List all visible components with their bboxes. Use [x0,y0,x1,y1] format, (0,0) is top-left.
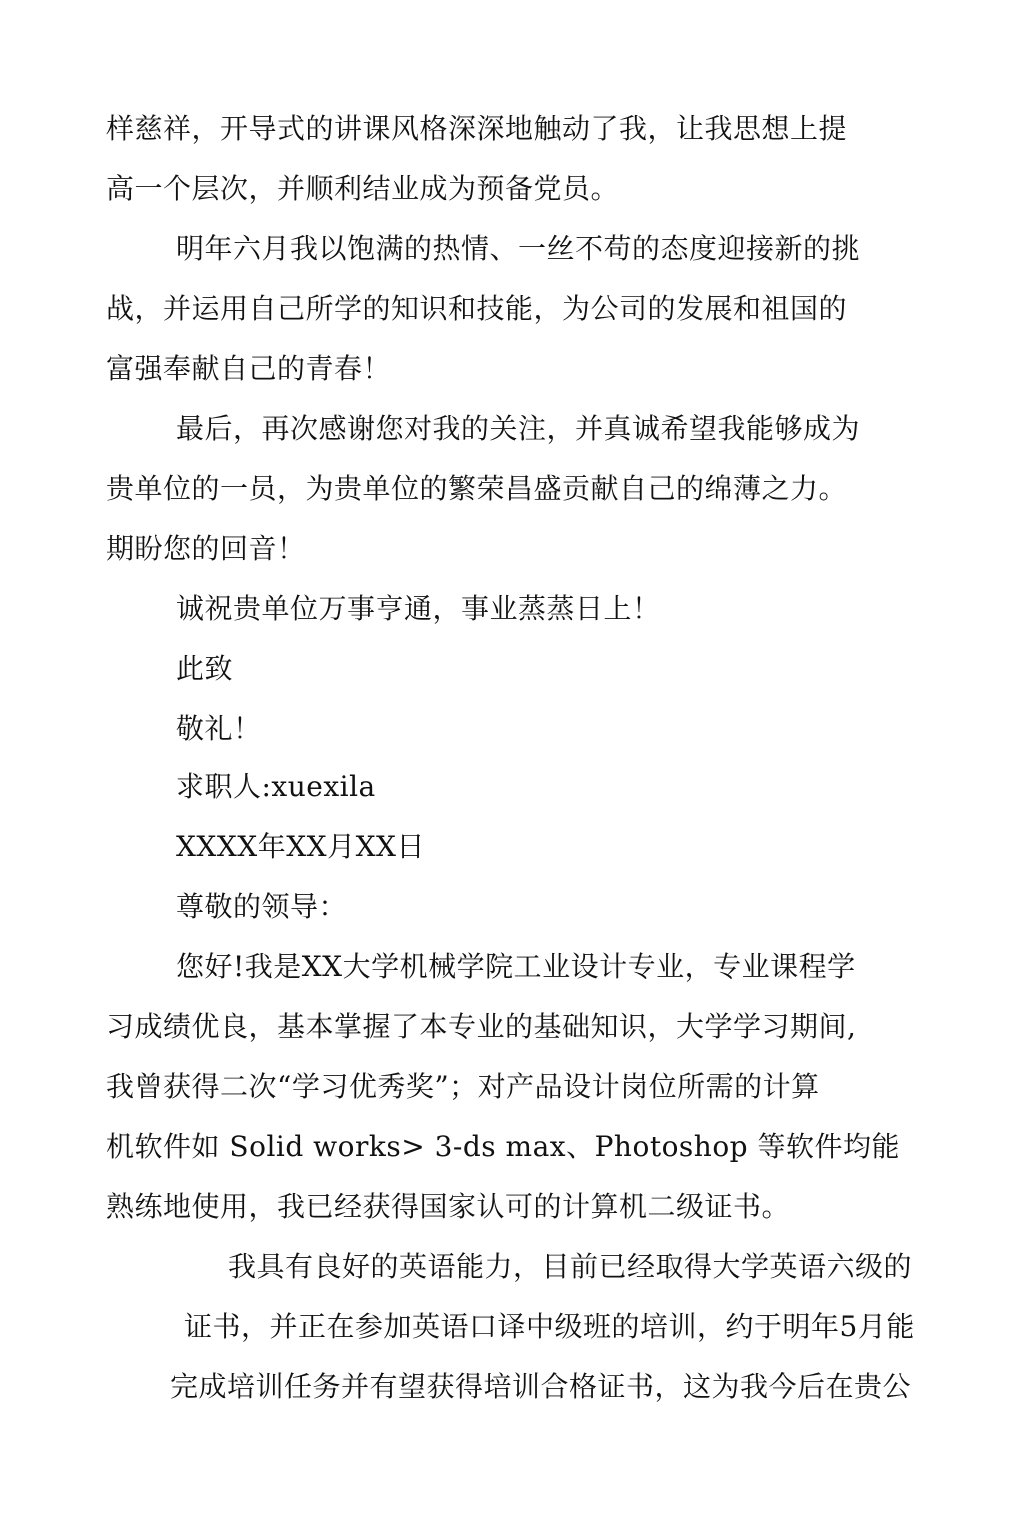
text-line-4: 战，并运用自己所学的知识和技能，为公司的发展和祖国的 [106,292,848,325]
text-line-18: 机软件如 Solid works> 3-ds max、Photoshop 等软件均能 [106,1130,901,1163]
text-line-3: 明年六月我以饱满的热情、一丝不苟的态度迎接新的挑 [176,232,861,265]
text-line-22: 完成培训任务并有望获得培训合格证书，这为我今后在贵公 [170,1370,912,1403]
text-line-12: 求职人:xuexila [176,770,376,803]
text-line-16: 习成绩优良，基本掌握了本专业的基础知识，大学学习期间, [106,1010,857,1043]
text-line-11: 敬礼！ [176,712,262,745]
text-line-9: 诚祝贵单位万事亨通，事业蒸蒸日上！ [176,592,661,625]
text-line-15: 您好!我是XX大学机械学院工业设计专业，专业课程学 [176,950,856,983]
text-line-21: 证书，并正在参加英语口译中级班的培训，约于明年5月能 [184,1310,915,1343]
text-line-7: 贵单位的一员，为贵单位的繁荣昌盛贡献自己的绵薄之力。 [106,472,848,505]
text-line-2: 高一个层次，并顺利结业成为预备党员。 [106,172,620,205]
text-line-19: 熟练地使用，我已经获得国家认可的计算机二级证书。 [106,1190,791,1223]
text-line-17: 我曾获得二次“学习优秀奖”；对产品设计岗位所需的计算 [106,1070,820,1103]
text-line-5: 富强奉献自己的青春！ [106,352,392,385]
text-line-10: 此致 [176,652,234,685]
text-line-14: 尊敬的领导： [176,890,348,923]
text-line-1: 样慈祥，开导式的讲课风格深深地触动了我，让我思想上提 [106,112,848,145]
text-line-20: 我具有良好的英语能力，目前已经取得大学英语六级的 [228,1250,913,1283]
text-line-13: XXXX年XX月XX日 [176,830,425,863]
text-line-6: 最后，再次感谢您对我的关注，并真诚希望我能够成为 [176,412,861,445]
text-line-8: 期盼您的回音！ [106,532,306,565]
